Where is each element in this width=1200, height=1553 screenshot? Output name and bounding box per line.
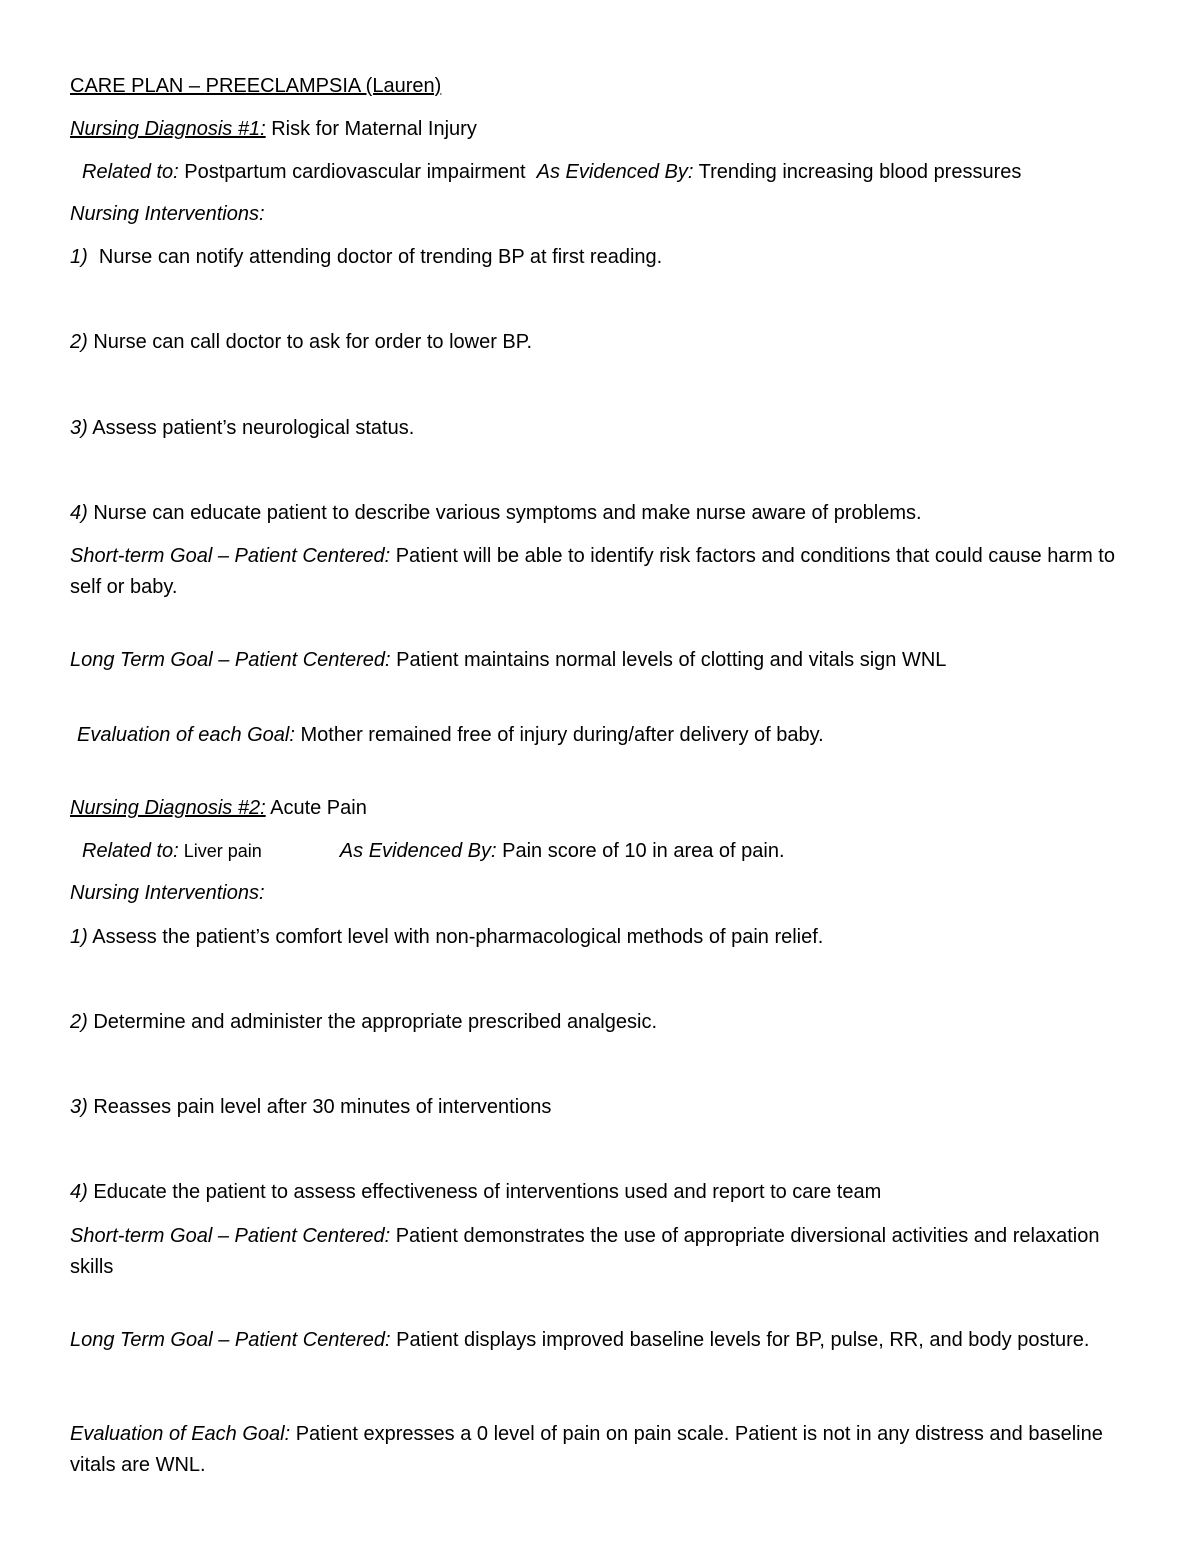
intervention-item [70, 922, 1135, 953]
intervention-text: Nurse can call doctor to ask for order to lower BP. [87, 331, 533, 353]
page-title: CARE PLAN – PREECLAMPSIA (Lauren) [70, 75, 442, 97]
intervention-item [70, 327, 1135, 358]
interventions-label: Nursing Interventions: [70, 203, 265, 225]
diagnosis-1-text: Risk for Maternal Injury [265, 118, 477, 140]
evaluation-label: Evaluation of each Goal: [77, 724, 295, 746]
short-goal-label: Short-term Goal – Patient Centered: [70, 1225, 391, 1247]
intervention-text: Assess patient’s neurological status. [87, 417, 415, 439]
intervention-item [70, 498, 1135, 529]
intervention-text: Nurse can educate patient to describe various symptoms and make nurse aware of problems. [87, 502, 922, 524]
intervention-item [70, 1092, 1135, 1123]
short-term-goal [70, 1221, 1135, 1283]
diagnosis-1-label: Nursing Diagnosis #1: [70, 118, 266, 140]
long-goal-text: Patient displays improved baseline levels for BP, pulse, RR, and body posture. [390, 1329, 1090, 1351]
intervention-item [70, 1177, 1135, 1208]
diagnosis-2-label: Nursing Diagnosis #2: [70, 797, 266, 819]
intervention-number: 3) [70, 417, 88, 439]
intervention-number: 3) [70, 1096, 88, 1118]
related-label: Related to: [82, 161, 179, 183]
evaluation [70, 1419, 1135, 1481]
intervention-item [70, 413, 1135, 444]
intervention-item [70, 242, 1135, 273]
evaluation [77, 720, 1142, 751]
intervention-number: 2) [70, 1011, 88, 1033]
intervention-text: Assess the patient’s comfort level with non-pharmacological methods of pain relief. [87, 926, 824, 948]
intervention-number: 1) [70, 246, 88, 268]
diagnosis-2-related [82, 836, 1147, 867]
intervention-number: 4) [70, 1181, 88, 1203]
short-goal-text: Patient demonstrates the use of appropriate diversional activities and relaxation skills [70, 1225, 1100, 1278]
diagnosis-1-heading [70, 114, 1135, 145]
long-term-goal [70, 1325, 1135, 1356]
diagnosis-2-text: Acute Pain [265, 797, 367, 819]
short-term-goal [70, 541, 1135, 603]
intervention-text: Nurse can notify attending doctor of trending BP at first reading. [87, 246, 663, 268]
evidence-label: As Evidenced By: [536, 161, 694, 183]
intervention-text: Reasses pain level after 30 minutes of interventions [87, 1096, 552, 1118]
related-text: Postpartum cardiovascular impairment [178, 161, 526, 183]
evaluation-label: Evaluation of Each Goal: [70, 1423, 291, 1445]
short-goal-label: Short-term Goal – Patient Centered: [70, 545, 391, 567]
evidence-text: Pain score of 10 in area of pain. [496, 840, 785, 862]
evaluation-text: Mother remained free of injury during/after delivery of baby. [294, 724, 824, 746]
interventions-label: Nursing Interventions: [70, 882, 265, 904]
related-label: Related to: [82, 840, 179, 862]
long-goal-label: Long Term Goal – Patient Centered: [70, 1329, 391, 1351]
intervention-text: Educate the patient to assess effectiveness of interventions used and report to care team [87, 1181, 882, 1203]
long-term-goal [70, 645, 1135, 676]
intervention-number: 2) [70, 331, 88, 353]
evidence-label: As Evidenced By: [339, 840, 497, 862]
intervention-text: Determine and administer the appropriate prescribed analgesic. [87, 1011, 657, 1033]
intervention-item [70, 1007, 1135, 1038]
diagnosis-1-related [82, 157, 1147, 188]
intervention-number: 4) [70, 502, 88, 524]
related-text: Liver pain [178, 841, 262, 861]
evidence-text: Trending increasing blood pressures [693, 161, 1022, 183]
diagnosis-2-heading [70, 793, 1135, 824]
long-goal-label: Long Term Goal – Patient Centered: [70, 649, 391, 671]
intervention-number: 1) [70, 926, 88, 948]
evaluation-text: Patient expresses a 0 level of pain on pain scale. Patient is not in any distress and baseline vitals are WNL. [70, 1423, 1103, 1476]
short-goal-text: Patient will be able to identify risk factors and conditions that could cause harm to self or baby. [70, 545, 1115, 598]
long-goal-text: Patient maintains normal levels of clotting and vitals sign WNL [390, 649, 947, 671]
